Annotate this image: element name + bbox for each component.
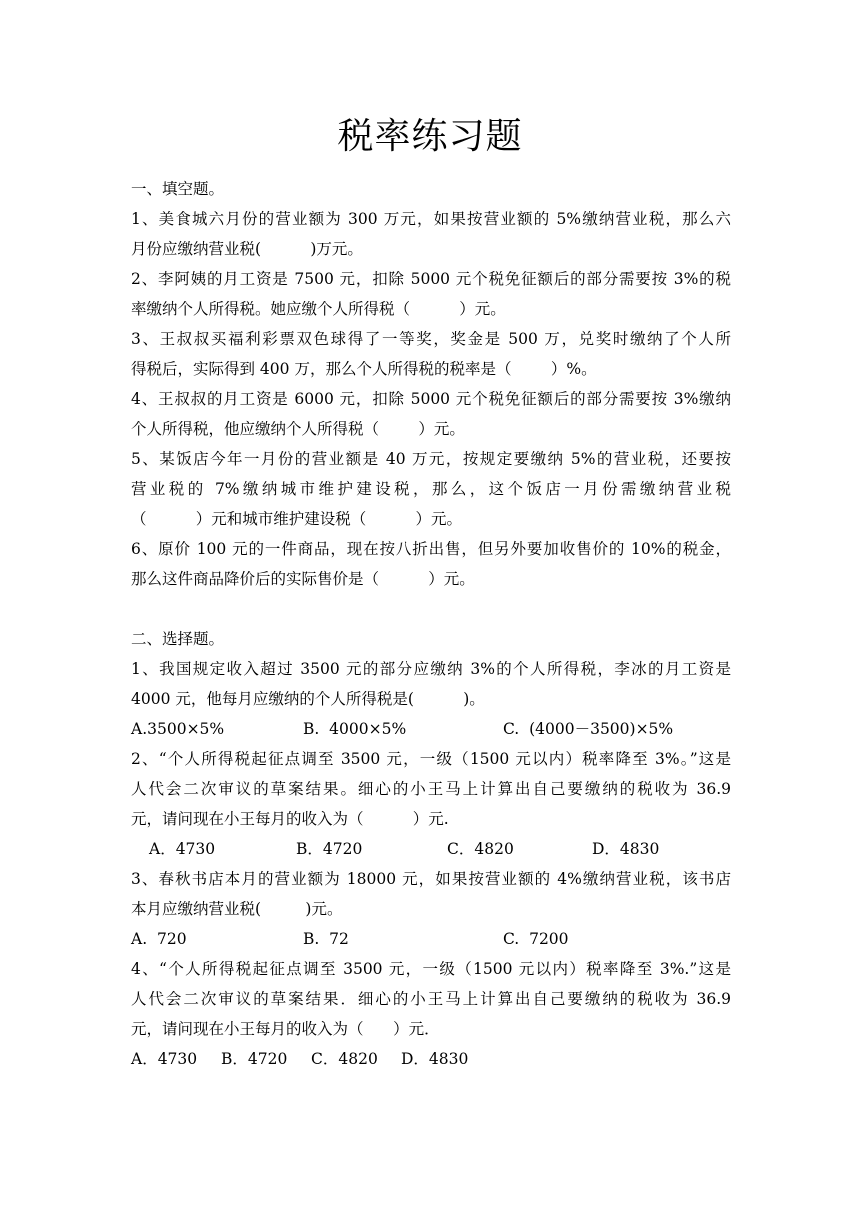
- s2-q4-option-a: A．4730: [131, 1050, 198, 1068]
- s2-q3-line1: 3、春秋书店本月的营业额为 18000 元，如果按营业额的 4%缴纳营业税，该书店: [131, 870, 731, 888]
- s2-q4-option-c: C．4820: [311, 1050, 378, 1068]
- s2-q1-option-b: B. 4000×5%: [303, 720, 407, 738]
- s1-q5-line1: 5、某饭店今年一月份的营业额是 40 万元，按规定要缴纳 5%的营业税，还要按: [131, 450, 731, 468]
- s1-q1-line2: 月份应缴纳营业税( )万元。: [131, 240, 363, 258]
- s2-q4-line3: 元，请问现在小王每月的收入为（ ）元．: [131, 1020, 440, 1038]
- s2-q1-options: [131, 714, 731, 744]
- s2-q1-option-c: C. (4000－3500)×5%: [503, 720, 674, 738]
- s2-q4-line1: 4、“个人所得税起征点调至 3500 元，一级（1500 元以内）税率降至 3%.”这是: [131, 960, 731, 978]
- s2-q1-line1: 1、我国规定收入超过 3500 元的部分应缴纳 3%的个人所得税，李冰的月工资是: [131, 660, 731, 678]
- s1-q3-line1: 3、王叔叔买福利彩票双色球得了一等奖，奖金是 500 万，兑奖时缴纳了个人所: [131, 330, 731, 348]
- section-spacer: [131, 594, 731, 624]
- s1-q6-line2: 那么这件商品降价后的实际售价是（ ）元。: [131, 570, 475, 588]
- worksheet-body: [131, 174, 731, 1074]
- section-heading-fill-in: 一、填空题。: [131, 180, 225, 198]
- s1-q5-line2: 营业税的 7%缴纳城市维护建设税，那么，这个饭店一月份需缴纳营业税: [131, 480, 731, 498]
- s2-q2-option-a: A．4730: [149, 840, 216, 858]
- s2-q3-line2: 本月应缴纳营业税( )元。: [131, 900, 343, 918]
- s1-q3-line2: 得税后，实际得到 400 万，那么个人所得税的税率是（ ）%。: [131, 360, 597, 378]
- s2-q2-line3: 元，请问现在小王每月的收入为（ ）元.: [131, 810, 449, 828]
- s2-q1-option-a: A.3500×5%: [131, 720, 225, 738]
- s2-q2-option-c: C．4820: [447, 840, 514, 858]
- s2-q2-line1: 2、“个人所得税起征点调至 3500 元，一级（1500 元以内）税率降至 3%。”这是: [131, 750, 731, 768]
- s1-q4-line2: 个人所得税，他应缴纳个人所得税（ ）元。: [131, 420, 465, 438]
- section-heading-choice: 二、选择题。: [131, 630, 225, 648]
- page-title: 税率练习题: [337, 116, 523, 157]
- s1-q6-line1: 6、原价 100 元的一件商品，现在按八折出售，但另外要加收售价的 10%的税金，: [131, 540, 731, 558]
- s1-q2-line2: 率缴纳个人所得税。她应缴个人所得税（ ）元。: [131, 300, 506, 318]
- s2-q3-option-a: A. 720: [131, 930, 187, 948]
- s2-q1-line2: 4000 元，他每月应缴纳的个人所得税是( )。: [131, 690, 485, 708]
- s2-q2-options: [131, 834, 731, 864]
- s1-q4-line1: 4、王叔叔的月工资是 6000 元，扣除 5000 元个税免征额后的部分需要按 3%缴纳: [131, 390, 731, 408]
- s2-q4-options: [131, 1044, 731, 1074]
- s1-q1-line1: 1、美食城六月份的营业额为 300 万元，如果按营业额的 5%缴纳营业税，那么六: [131, 210, 731, 228]
- s2-q4-option-d: D．4830: [401, 1050, 469, 1068]
- s2-q4-line2: 人代会二次审议的草案结果．细心的小王马上计算出自己要缴纳的税收为 36.9: [131, 990, 731, 1008]
- s2-q4-option-b: B．4720: [221, 1050, 288, 1068]
- s2-q3-options: [131, 924, 731, 954]
- s2-q2-line2: 人代会二次审议的草案结果。细心的小王马上计算出自己要缴纳的税收为 36.9: [131, 780, 731, 798]
- s2-q3-option-c: C. 7200: [503, 930, 569, 948]
- s1-q5-line3: （ ）元和城市维护建设税（ ）元。: [131, 510, 463, 528]
- s2-q3-option-b: B. 72: [303, 930, 349, 948]
- s2-q2-option-d: D．4830: [592, 840, 660, 858]
- s2-q2-option-b: B．4720: [296, 840, 363, 858]
- s1-q2-line1: 2、李阿姨的月工资是 7500 元，扣除 5000 元个税免征额后的部分需要按 3%的税: [131, 270, 731, 288]
